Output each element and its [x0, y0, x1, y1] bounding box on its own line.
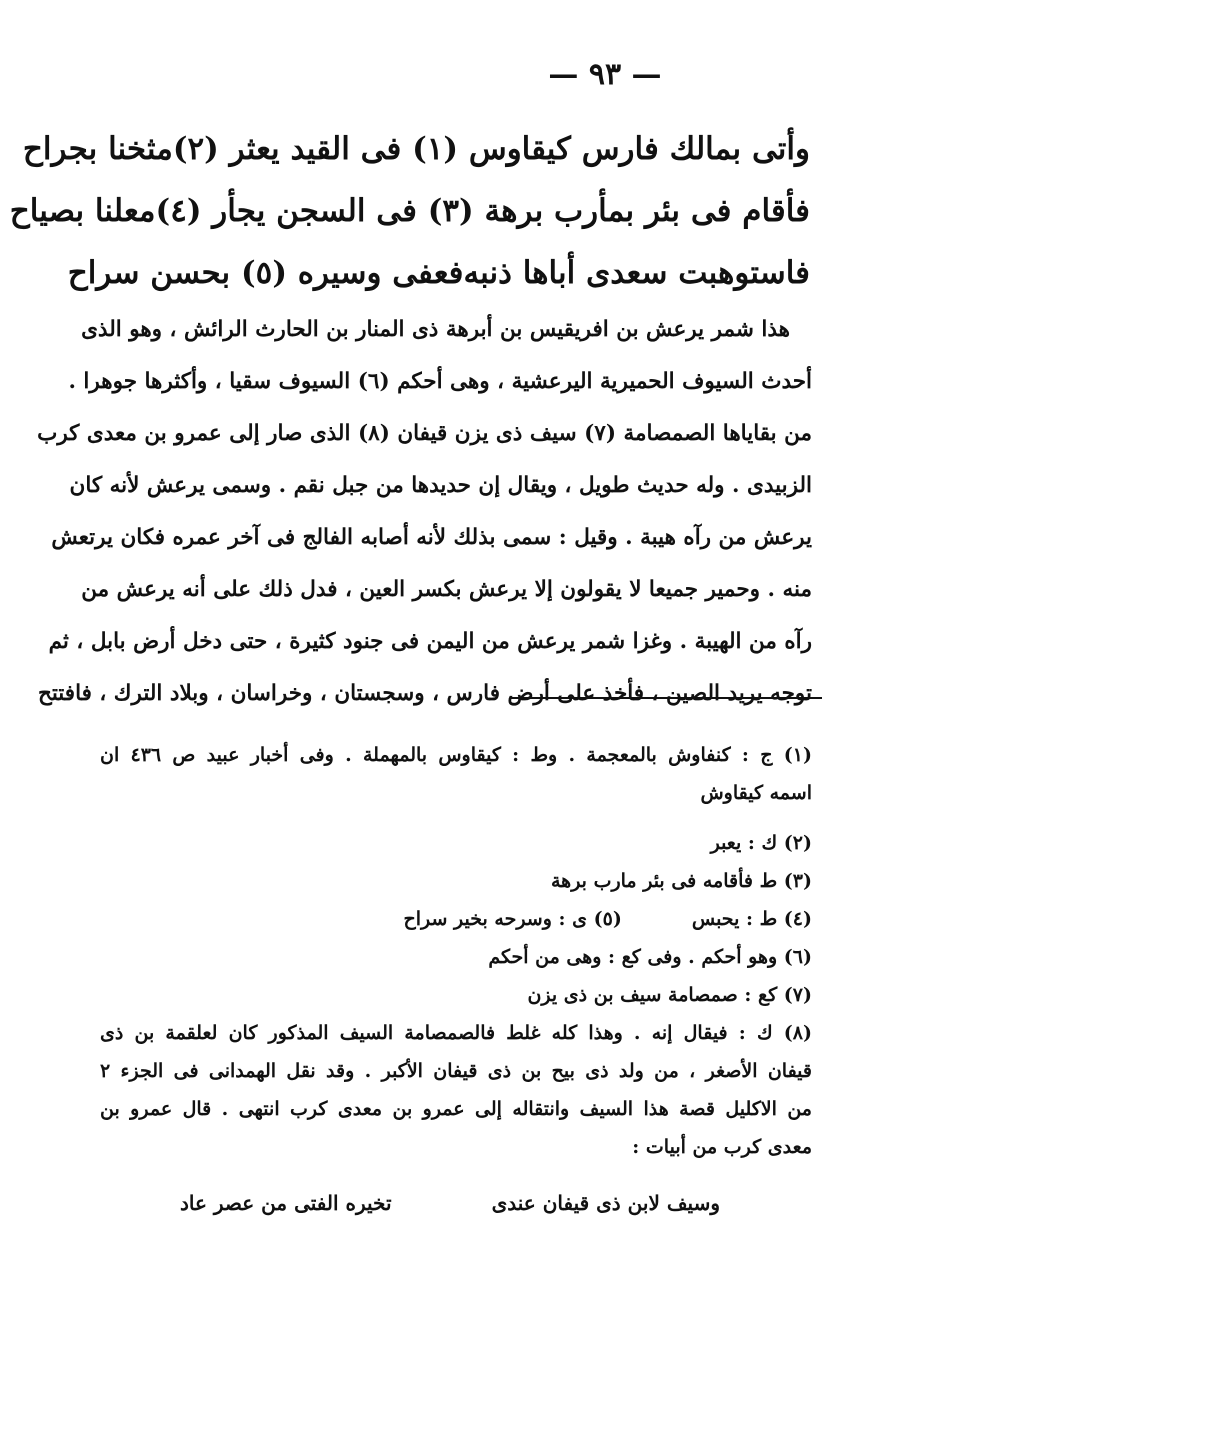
- prose-paragraph: [37, 304, 812, 720]
- footnote-8-continuation: من الاكليل قصة هذا السيف وانتقاله إلى عمرو بن معدى كرب انتهى . قال عمرو بن: [100, 1098, 812, 1120]
- footnotes: [100, 736, 812, 1166]
- verse-first-hemistich: فأقام فى بئر بمأرب برهة (٣) فى السجن يجأر (٤): [155, 193, 810, 229]
- footnote-6: (٦) وهو أحكم . وفى كع : وهى من أحكم: [488, 946, 812, 968]
- verse-line: [9, 180, 810, 242]
- footnote-4-5-row: [100, 900, 812, 938]
- verse-second-hemistich: مثخنا بجراح: [22, 131, 173, 167]
- prose-line: من بقاياها الصمصامة (٧) سيف ذى يزن قيفان (٨) الذى صار إلى عمرو بن معدى كرب: [37, 421, 812, 446]
- footnote-8-continuation: معدى كرب من أبيات :: [632, 1136, 812, 1158]
- footnote-4: (٤) ط : يحبس: [691, 908, 812, 930]
- footnote-1: (١) ج : كنفاوش بالمعجمة . وط : كيقاوس بالمهملة . وفى أخبار عبيد ص ٤٣٦ ان: [100, 744, 812, 766]
- footnote-1-continuation: اسمه كيقاوش: [700, 782, 812, 804]
- verse-first-hemistich: فاستوهبت سعدى أباها ذنبه: [463, 255, 810, 291]
- footnote-separator: [510, 697, 822, 699]
- footnote-7: (٧) كع : صمصامة سيف بن ذى يزن: [527, 984, 812, 1006]
- prose-line: هذا شمر يرعش بن افريقيس بن أبرهة ذى المنار بن الحارث الرائش ، وهو الذى: [81, 317, 790, 342]
- prose-line: يرعش من رآه هيبة . وقيل : سمى بذلك لأنه أصابه الفالج فى آخر عمره فكان يرتعش: [51, 525, 812, 550]
- footnote-5: (٥) ى : وسرحه بخير سراح: [403, 908, 622, 930]
- prose-line: منه . وحمير جميعا لا يقولون إلا يرعش بكسر العين ، فدل ذلك على أنه يرعش من: [81, 577, 812, 602]
- verse-second-hemistich: معلنا بصياح: [9, 193, 156, 229]
- verse-second-hemistich: فعفى وسيره (٥) بحسن سراح: [67, 255, 464, 291]
- closing-verse-second-hemistich: تخيره الفتى من عصر عاد: [180, 1191, 392, 1215]
- footnote-3: (٣) ط فأقامه فى بئر مارب برهة: [550, 870, 812, 892]
- prose-line: توجه يريد الصين ، فأخذ على أرض فارس ، وسجستان ، وخراسان ، وبلاد الترك ، فافتتح: [37, 681, 812, 706]
- prose-line: أحدث السيوف الحميرية اليرعشية ، وهى أحكم (٦) السيوف سقيا ، وأكثرها جوهرا .: [68, 369, 812, 394]
- footnote-8: (٨) ك : فيقال إنه . وهذا كله غلط فالصمصامة السيف المذكور كان لعلقمة بن ذى: [100, 1022, 812, 1044]
- closing-verse: [180, 1183, 720, 1223]
- verse-first-hemistich: وأتى بمالك فارس كيقاوس (١) فى القيد يعثر (٢): [172, 131, 810, 167]
- page-number: — ٩٣ —: [548, 57, 662, 92]
- prose-line: رآه من الهيبة . وغزا شمر يرعش من اليمن فى جنود كثيرة ، حتى دخل أرض بابل ، ثم: [48, 629, 812, 654]
- closing-verse-first-hemistich: وسيف لابن ذى قيفان عندى: [491, 1191, 720, 1215]
- prose-line: الزبيدى . وله حديث طويل ، ويقال إن حديدها من جبل نقم . وسمى يرعش لأنه كان: [69, 473, 812, 498]
- footnote-8-continuation: قيفان الأصغر ، من ولد ذى بيح بن ذى قيفان الأكبر . وقد نقل الهمدانى فى الجزء ٢: [100, 1060, 812, 1082]
- verse-line: [67, 242, 810, 304]
- verse-block: [9, 118, 810, 304]
- verse-line: [22, 118, 810, 180]
- footnote-2: (٢) ك : يعبر: [710, 832, 812, 854]
